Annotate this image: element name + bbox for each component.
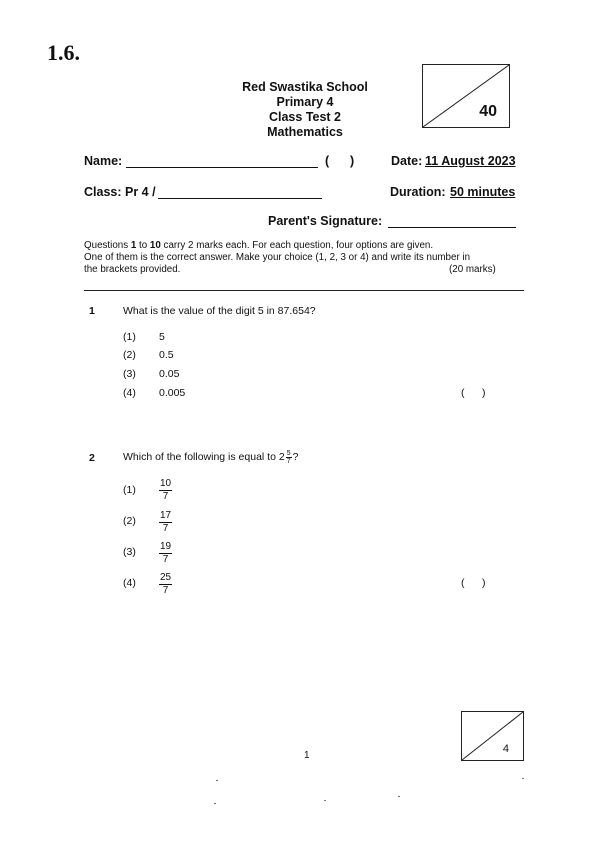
q2-option-2-fraction: $\frac{17}{7}$ [160, 510, 172, 534]
date-value: 11 August 2023 [425, 154, 516, 168]
page-score: 4 [502, 743, 509, 755]
total-score: 40 [479, 103, 497, 120]
page-score-diagonal [462, 712, 523, 760]
test-name: Class Test 2 [268, 110, 342, 124]
scan-speck [216, 780, 218, 781]
level: Primary 4 [276, 95, 334, 109]
q1-option-3-value: 0.05 [159, 368, 180, 380]
q1-answer-brackets[interactable]: ( ) [461, 387, 486, 399]
instructions-line-3: the brackets provided. (20 marks) [84, 264, 496, 275]
scan-speck [214, 803, 216, 804]
mixed-number-fraction: $\frac{5}{7}$ [286, 449, 291, 465]
class-label: Class: Pr 4 / [84, 185, 156, 199]
duration-label: Duration: [390, 185, 446, 199]
q1-option-4-value: 0.005 [159, 387, 186, 399]
school-header [200, 80, 410, 140]
q2-option-2-label: (2) [123, 515, 136, 527]
page-number: 1 [304, 750, 310, 761]
q1-option-3-label: (3) [123, 368, 136, 380]
signature-label: Parent's Signature: [268, 214, 383, 228]
q2-option-3-fraction: $\frac{19}{7}$ [160, 541, 172, 565]
q2-option-1-label: (1) [123, 484, 136, 496]
subject: Mathematics [267, 125, 343, 139]
scan-speck [522, 778, 524, 779]
score-box [422, 64, 510, 128]
school-name: Red Swastika School [242, 80, 368, 94]
q1-option-2-label: (2) [123, 349, 136, 361]
question-2-number: 2 [89, 452, 95, 464]
q2-option-4-fraction: $\frac{25}{7}$ [160, 572, 172, 596]
instructions [84, 240, 524, 276]
q1-option-2-value: 0.5 [159, 349, 174, 361]
question-2-text: Which of the following is equal to 2 $\frac{5}{7}$ ? [123, 449, 299, 465]
q1-option-4-label: (4) [123, 387, 136, 399]
question-1-text: What is the value of the digit 5 in 87.654? [123, 305, 316, 317]
date-label: Date: [391, 154, 423, 168]
q2-option-3-label: (3) [123, 546, 136, 558]
instructions-line-2: One of them is the correct answer. Make your choice (1, 2, 3 or 4) and write its number in [84, 252, 471, 263]
q1-option-1-label: (1) [123, 331, 136, 343]
q2-option-1-fraction: $\frac{10}{7}$ [160, 478, 172, 502]
register-brackets[interactable]: ( ) [325, 154, 355, 168]
question-1-number: 1 [89, 305, 95, 317]
q2-option-4-label: (4) [123, 577, 136, 589]
duration-value: 50 minutes [450, 185, 516, 199]
section-rule [84, 290, 524, 291]
name-label: Name: [84, 154, 123, 168]
corner-mark: 1.6. [47, 40, 80, 65]
page-score-box [461, 711, 524, 761]
q2-answer-brackets[interactable]: ( ) [461, 577, 486, 589]
scan-speck [398, 796, 400, 797]
class-line[interactable] [158, 186, 322, 199]
instructions-line-1: Questions 1 to 10 carry 2 marks each. For each question, four options are given. [84, 240, 434, 251]
name-line[interactable] [126, 155, 318, 168]
q1-option-1-value: 5 [159, 331, 165, 343]
scan-speck [324, 800, 326, 801]
signature-line[interactable] [388, 215, 516, 228]
total-marks: (20 marks) [449, 264, 496, 275]
